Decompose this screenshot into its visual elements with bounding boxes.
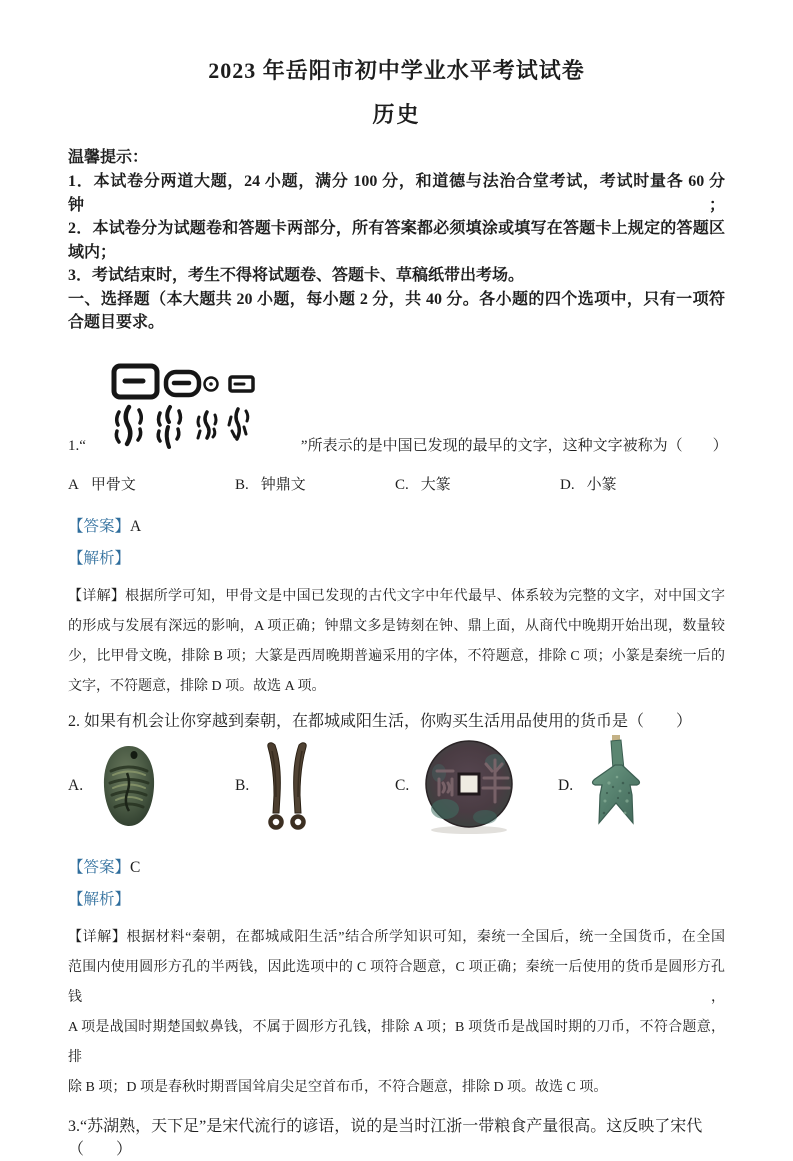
- question-2-analysis: [68, 889, 725, 911]
- section-1-heading-line-1: 一、选择题（本大题共 20 小题，每小题 2 分，共 40 分。各小题的四个选项中，只有一项符: [68, 290, 725, 308]
- option-label: C.: [395, 776, 410, 794]
- detail-line: 除 B 项；D 项是春秋时期晋国耸肩尖足空首布币，不符合题意，排除 D 项。故选 C 项。: [68, 1079, 608, 1095]
- detail-line: 文字，不符题意，排除 D 项。故选 A 项。: [68, 678, 326, 694]
- oracle-bone-script-figure: [110, 359, 260, 447]
- option-label: A.: [68, 776, 84, 794]
- option-label: D.: [558, 776, 574, 794]
- question-1-detail: [68, 582, 725, 702]
- option-label: B.: [235, 476, 249, 493]
- option-label: C.: [395, 476, 409, 493]
- detail-line: 少，比甲骨文晚，排除 B 项；大篆是西周晚期普遍采用的字体，不符题意，排除 C 项；小篆是秦统一后的: [68, 648, 725, 664]
- question-2-options: [68, 735, 725, 837]
- detail-line: 范围内使用圆形方孔的半两钱，因此选项中的 C 项符合题意，C 项正确；秦统一后使用的货币是圆形方孔钱，: [68, 959, 725, 1005]
- question-2-detail: [68, 923, 725, 1103]
- question-1-answer: [68, 516, 725, 538]
- question-1-option-c: [395, 474, 560, 496]
- notice-item-2-line-2: 域内；: [68, 243, 117, 261]
- option-label: D.: [560, 476, 575, 493]
- notice-item-3: 3．考试结束时，考生不得将试题卷、答题卡、草稿纸带出考场。: [68, 267, 525, 284]
- question-2: 2. 如果有机会让你穿越到秦朝，在都城咸阳生活，你购买生活用品使用的货币是（ ）: [68, 712, 693, 730]
- question-1-option-b: [235, 474, 395, 496]
- banliang-round-coin-image: [423, 737, 515, 835]
- subject-title: 历史: [372, 102, 421, 127]
- question-3: 3.“苏湖熟，天下足”是宋代流行的谚语，说的是当时江浙一带粮食产量很高。这反映了宋代（ ）: [68, 1117, 703, 1158]
- option-text: 甲骨文: [90, 476, 136, 493]
- option-text: 钟鼎文: [260, 476, 306, 493]
- detail-line: 的形成与发展有深远的影响，A 项正确；钟鼎文多是铸刻在钟、鼎上面，从商代中晚期开始出现，数量较: [68, 618, 725, 634]
- notice-heading: 温馨提示：: [68, 149, 149, 166]
- analysis-label: 【解析】: [68, 890, 131, 908]
- option-text: 小篆: [586, 476, 617, 493]
- question-1-option-a: [68, 474, 235, 496]
- answer-value: C: [130, 858, 141, 876]
- analysis-label: 【解析】: [68, 549, 131, 567]
- option-text: 大篆: [420, 476, 451, 493]
- question-2-option-a: [68, 743, 235, 829]
- question-2-option-b: [235, 739, 395, 833]
- question-1-prefix: 1.“: [68, 437, 86, 454]
- knife-coins-image: [263, 739, 311, 833]
- option-label: A: [68, 476, 79, 493]
- question-1: [68, 435, 728, 457]
- notice-item-1: 1．本试卷分两道大题，24 小题，满分 100 分，和道德与法治合堂考试，考试时量各 60 分钟；: [68, 173, 725, 214]
- detail-line: 【详解】根据所学可知，甲骨文是中国已发现的古代文字中年代最早、体系较为完整的文字，对中国文字: [68, 588, 725, 604]
- option-label: B.: [235, 776, 250, 794]
- question-1-analysis: [68, 548, 725, 570]
- spade-coin-image: [587, 735, 645, 837]
- detail-line: A 项是战国时期楚国蚁鼻钱，不属于圆形方孔钱，排除 A 项；B 项货币是战国时期的刀币，不符合题意，排: [68, 1019, 725, 1065]
- ant-nose-coin-image: [97, 743, 161, 829]
- notice-item-2-line-1: 2．本试卷分为试题卷和答题卡两部分，所有答案都必须填涂或填写在答题卡上规定的答题区: [68, 220, 725, 237]
- answer-label: 【答案】: [68, 517, 131, 535]
- question-1-text: ”所表示的是中国已发现的最早的文字，这种文字被称为（ ）: [300, 437, 728, 454]
- section-1-heading-line-2: 合题目要求。: [68, 314, 165, 331]
- section-1-heading: [68, 288, 725, 335]
- oracle-bone-glyphs-image: [110, 359, 260, 447]
- detail-line: 【详解】根据材料“秦朝，在都城咸阳生活”结合所学知识可知，秦统一全国后，统一全国货币，在全国: [68, 929, 725, 945]
- question-2-option-d: [558, 735, 725, 837]
- answer-value: A: [130, 517, 142, 535]
- notice-block: [68, 146, 725, 288]
- answer-label: 【答案】: [68, 858, 131, 876]
- question-2-option-c: [395, 737, 558, 835]
- page-title: 2023 年岳阳市初中学业水平考试试卷: [208, 58, 585, 83]
- question-1-options: [68, 474, 725, 496]
- question-1-option-d: [560, 474, 725, 496]
- question-2-answer: [68, 857, 725, 879]
